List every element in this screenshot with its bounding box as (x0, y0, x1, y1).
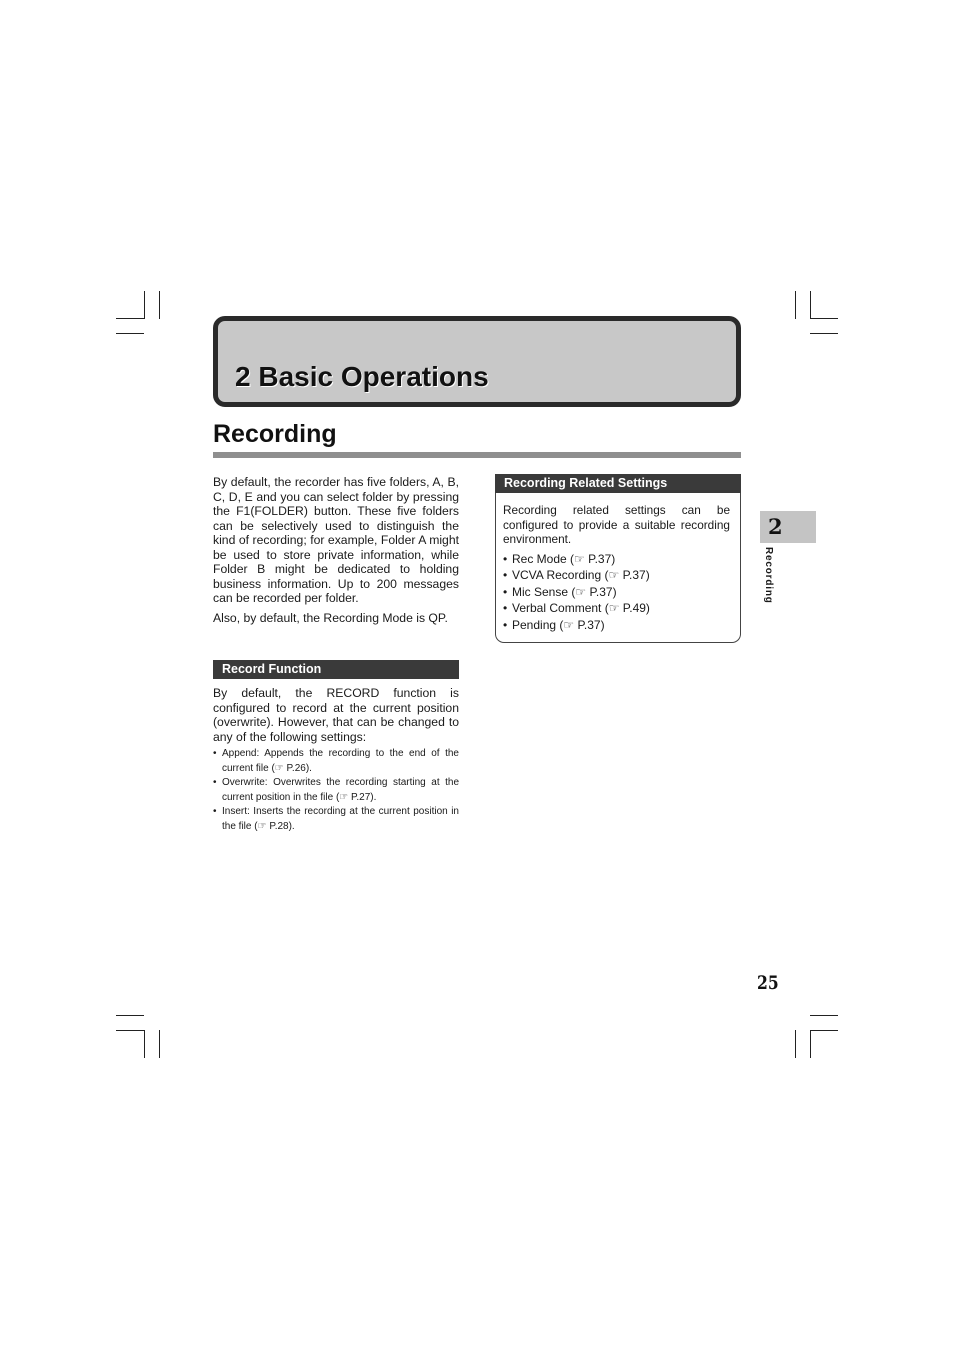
bullet-icon: • (503, 601, 508, 616)
list-item (503, 600, 730, 617)
list-item-text: Pending (☞ P.37) (512, 617, 605, 632)
related-settings-list (503, 551, 730, 634)
list-item-text: Append: Appends the recording to the end of the current file (☞ P.26). (222, 748, 459, 774)
chapter-tab (760, 511, 816, 543)
related-settings-paragraph: Recording related settings can be configured to provide a suitable recording environment. (503, 503, 730, 546)
bullet-icon: • (503, 568, 508, 583)
crop-mark (116, 318, 144, 319)
page-number: 25 (757, 972, 779, 994)
crop-mark (810, 291, 811, 319)
bullet-icon: • (503, 551, 508, 566)
crop-mark (116, 1015, 144, 1016)
chapter-tab-label: Recording (763, 547, 774, 604)
list-item (503, 551, 730, 568)
record-function-list (213, 747, 459, 834)
list-item (503, 617, 730, 634)
crop-mark (116, 333, 144, 334)
list-item (503, 584, 730, 601)
crop-mark (810, 333, 838, 334)
intro-text (213, 475, 459, 625)
crop-mark (810, 1015, 838, 1016)
crop-mark (795, 1030, 796, 1058)
section-title: Recording (213, 420, 337, 448)
crop-mark (144, 1030, 145, 1058)
bullet-icon: • (213, 777, 217, 788)
list-item-text: VCVA Recording (☞ P.37) (512, 568, 650, 583)
list-item-text: Verbal Comment (☞ P.49) (512, 601, 650, 616)
crop-mark (159, 291, 160, 319)
chapter-tab-number: 2 (768, 514, 783, 539)
crop-mark (810, 1030, 811, 1058)
bullet-icon: • (503, 584, 508, 599)
record-function-heading: Record Function (213, 660, 459, 679)
list-item-text: Insert: Inserts the recording at the current position in the file (☞ P.28). (222, 806, 459, 832)
list-item-text: Rec Mode (☞ P.37) (512, 551, 616, 566)
crop-mark (810, 318, 838, 319)
related-settings-body (503, 503, 730, 633)
list-item (213, 805, 459, 834)
section-divider (213, 452, 741, 458)
crop-mark (144, 291, 145, 319)
list-item (213, 747, 459, 776)
intro-paragraph: By default, the recorder has five folders, A, B, C, D, E and you can select folder by pressing the F1(FOLDER) button. These five folders can be selectively used to distinguish the kind of recording; for example, Folder A might be used to store private information, while Folder B might be dedicated to holding business information. Up to 200 messages can be recorded per folder. (213, 475, 459, 605)
list-item (503, 567, 730, 584)
chapter-header (213, 316, 741, 407)
list-item-text: Mic Sense (☞ P.37) (512, 584, 617, 599)
bullet-icon: • (213, 748, 217, 759)
crop-mark (810, 1030, 838, 1031)
crop-mark (159, 1030, 160, 1058)
crop-mark (116, 1030, 144, 1031)
list-item-text: Overwrite: Overwrites the recording starting at the current position in the file (☞ P.27). (222, 777, 459, 803)
record-function-body (213, 686, 459, 834)
chapter-title: 2 Basic Operations (235, 361, 489, 392)
crop-mark (795, 291, 796, 319)
record-function-paragraph: By default, the RECORD function is configured to record at the current position (overwrite). However, that can be changed to any of the following settings: (213, 686, 459, 744)
bullet-icon: • (503, 617, 508, 632)
bullet-icon: • (213, 806, 217, 817)
related-settings-heading: Recording Related Settings (495, 474, 741, 493)
intro-paragraph: Also, by default, the Recording Mode is QP. (213, 610, 448, 625)
list-item (213, 776, 459, 805)
